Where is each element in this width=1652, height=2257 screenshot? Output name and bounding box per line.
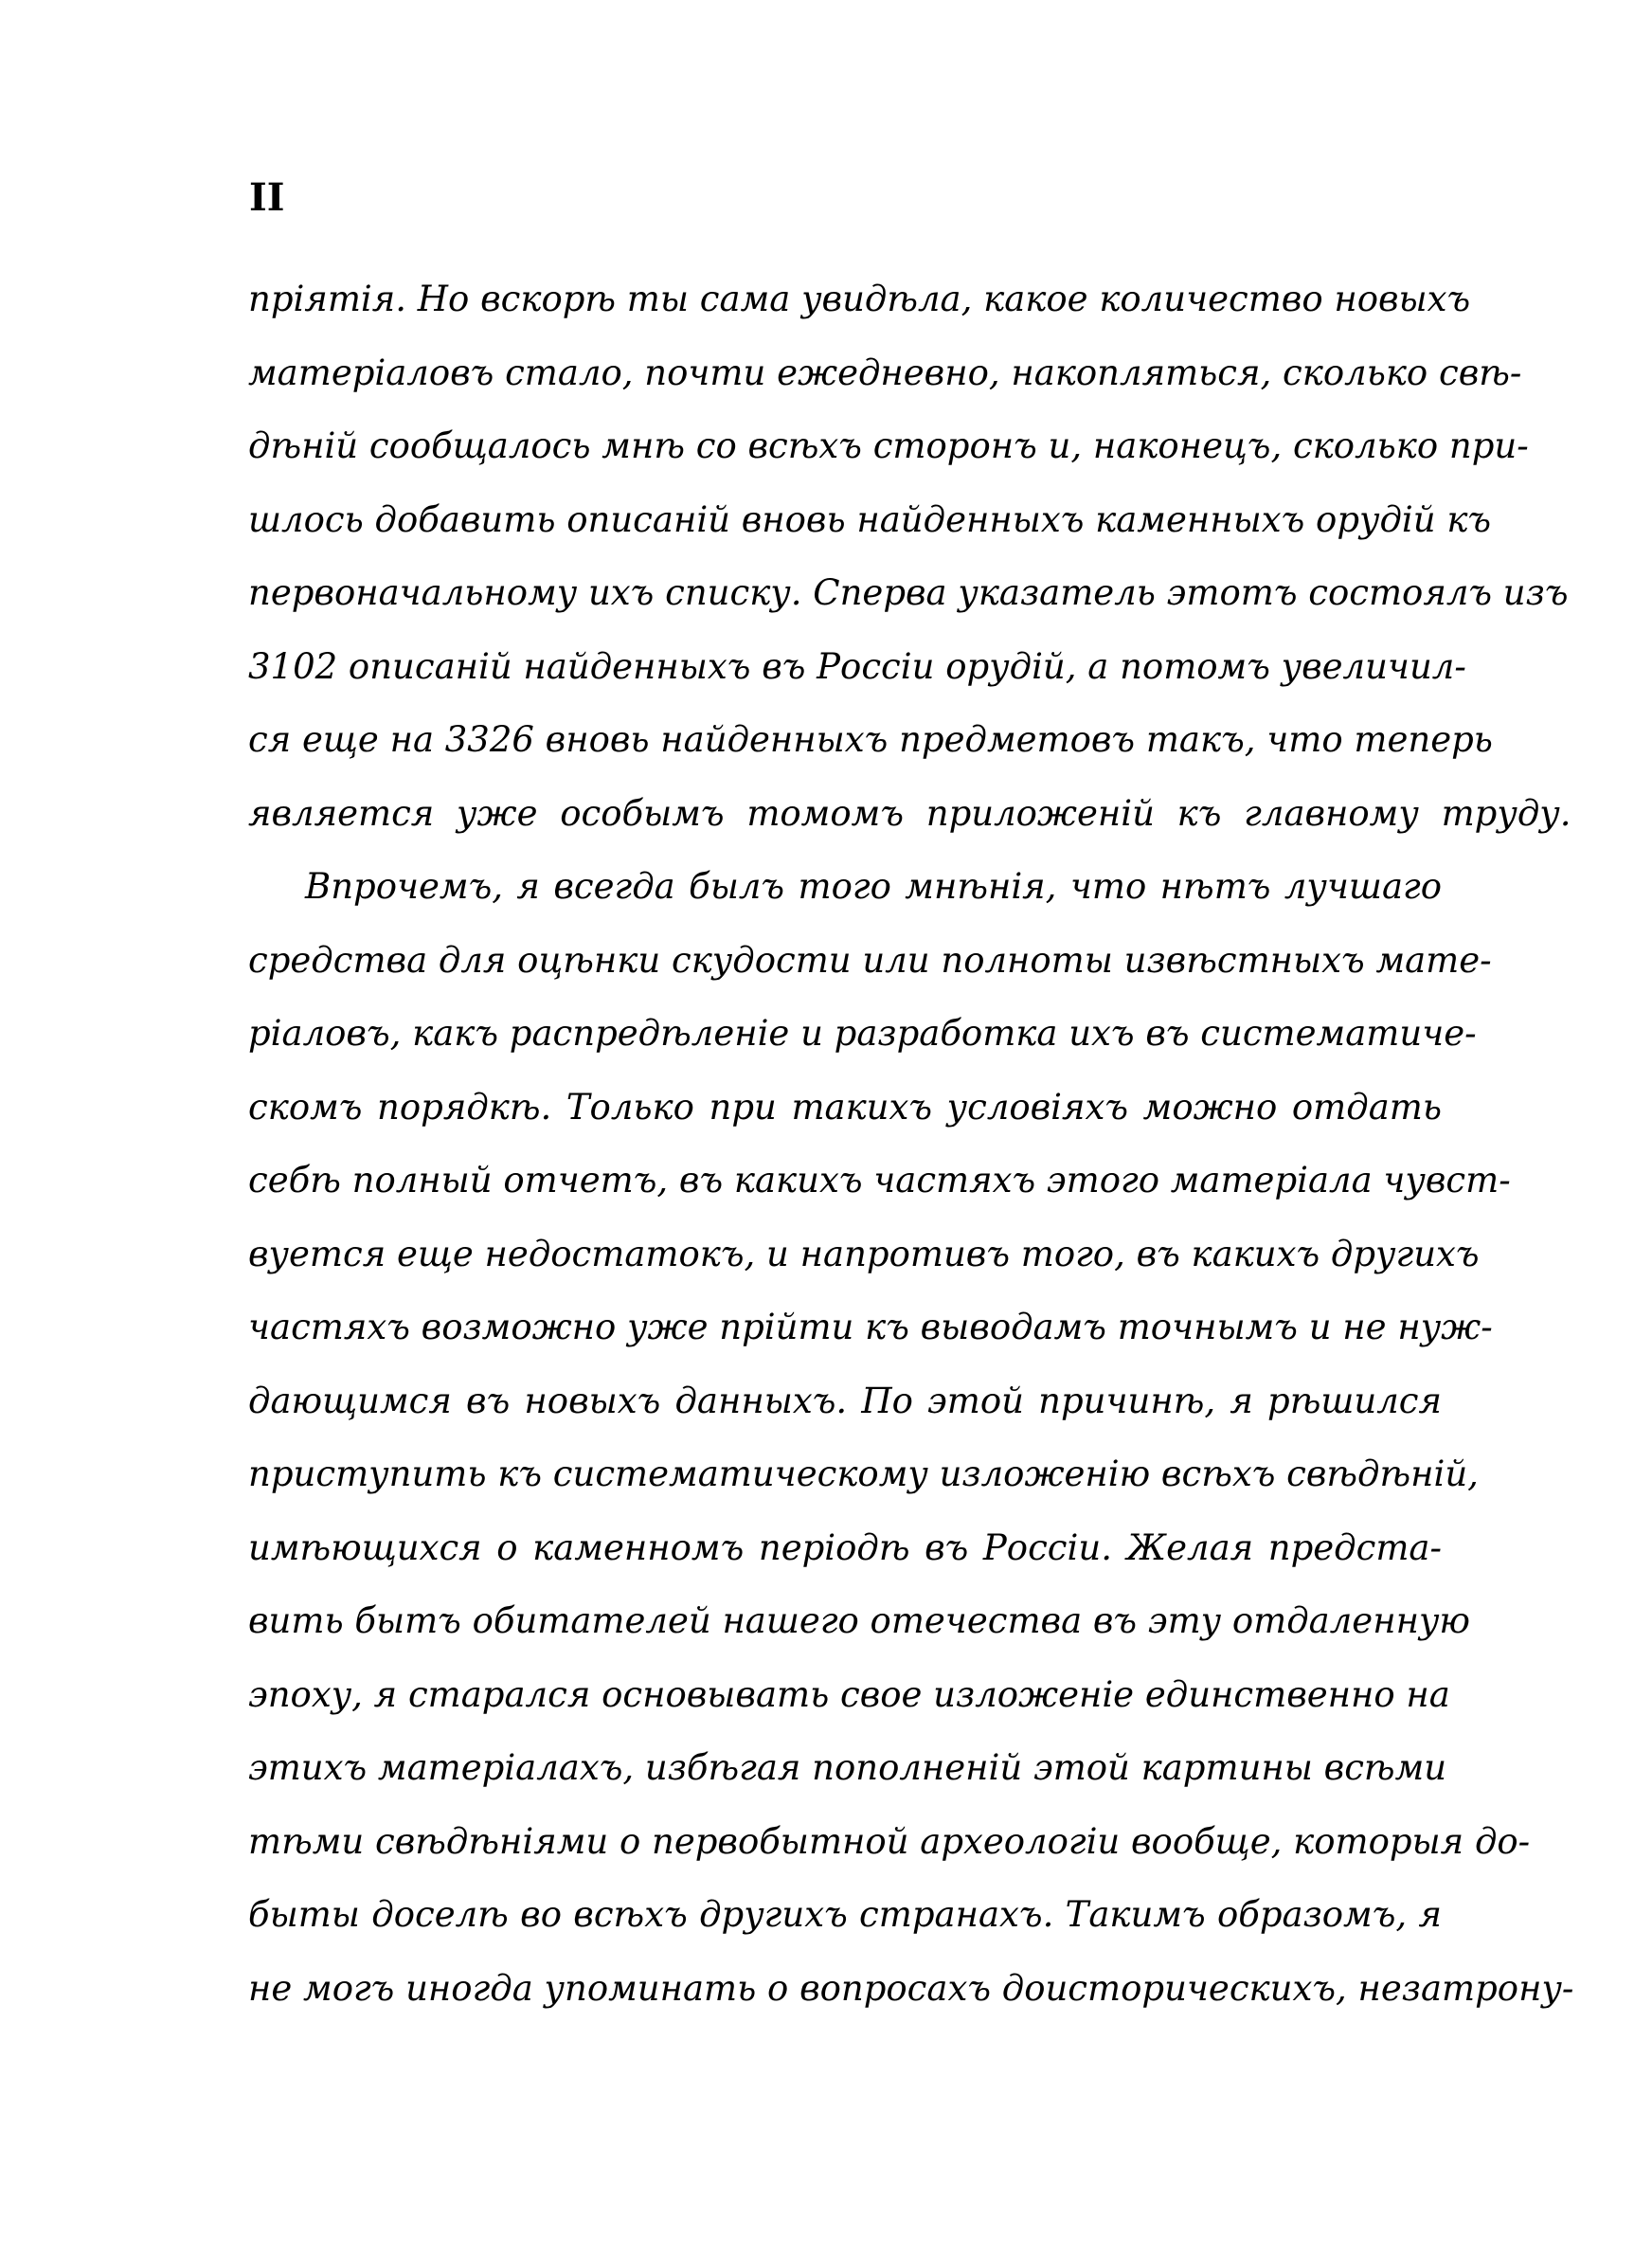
text-line: пріятія. Но вскорѣ ты сама увидѣла, какое количество новыхъ — [248, 279, 1471, 319]
text-line: быты доселѣ во всѣхъ другихъ странахъ. Такимъ образомъ, я — [248, 1894, 1442, 1935]
text-line: шлось добавить описаній вновь найденныхъ каменныхъ орудій къ — [248, 498, 1492, 540]
text-line: приступить къ систематическому изложенію всѣхъ свѣдѣній, — [248, 1454, 1479, 1494]
text-line: имѣющихся о каменномъ періодѣ въ Россіи. Желая предста- — [248, 1526, 1442, 1568]
text-line: себѣ полный отчетъ, въ какихъ частяхъ этого матеріала чувст- — [248, 1160, 1511, 1201]
text-line: дающимся въ новыхъ данныхъ. По этой причинѣ, я рѣшился — [248, 1380, 1442, 1421]
text-line: частяхъ возможно уже прійти къ выводамъ точнымъ и не нуж- — [248, 1307, 1493, 1347]
text-line: первоначальному ихъ списку. Сперва указатель этотъ состоялъ изъ — [248, 572, 1569, 613]
text-line: вить бытъ обитателей нашего отечества въ эту отдаленную — [248, 1600, 1470, 1641]
text-line: средства для оцѣнки скудости или полноты извѣстныхъ мате- — [248, 939, 1492, 981]
text-line: не могъ иногда упоминать о вопросахъ доисторическихъ, незатрону- — [248, 1967, 1574, 2009]
text-line: ся еще на 3326 вновь найденныхъ предметовъ такъ, что теперь — [248, 719, 1493, 760]
text-line-paragraph-start: Впрочемъ, я всегда былъ того мнѣнія, что нѣтъ лучшаго — [305, 866, 1442, 907]
text-line: этихъ матеріалахъ, избѣгая пополненій этой картины всѣми — [248, 1747, 1447, 1788]
text-line: дѣній сообщалось мнѣ со всѣхъ сторонъ и, наконецъ, сколько при- — [248, 425, 1529, 466]
text-line: ріаловъ, какъ распредѣленіе и разработка ихъ въ систематиче- — [248, 1013, 1477, 1054]
text-line-paragraph-end: является уже особымъ томомъ приложеній къ главному труду. — [248, 792, 1571, 834]
text-line: эпоху, я старался основывать свое изложеніе единственно на — [248, 1673, 1450, 1715]
page-number: II — [249, 175, 285, 220]
text-line: 3102 описаній найденныхъ въ Россіи орудій, а потомъ увеличил- — [248, 645, 1466, 687]
text-line: матеріаловъ стало, почти ежедневно, накопляться, сколько свѣ- — [248, 352, 1522, 393]
text-line: тѣми свѣдѣніями о первобытной археологіи вообще, которыя до- — [248, 1820, 1531, 1862]
text-line: скомъ порядкѣ. Только при такихъ условіяхъ можно отдать — [248, 1086, 1442, 1128]
text-line: вуется еще недостатокъ, и напротивъ того, въ какихъ другихъ — [248, 1233, 1480, 1274]
text-body — [248, 262, 1574, 2025]
